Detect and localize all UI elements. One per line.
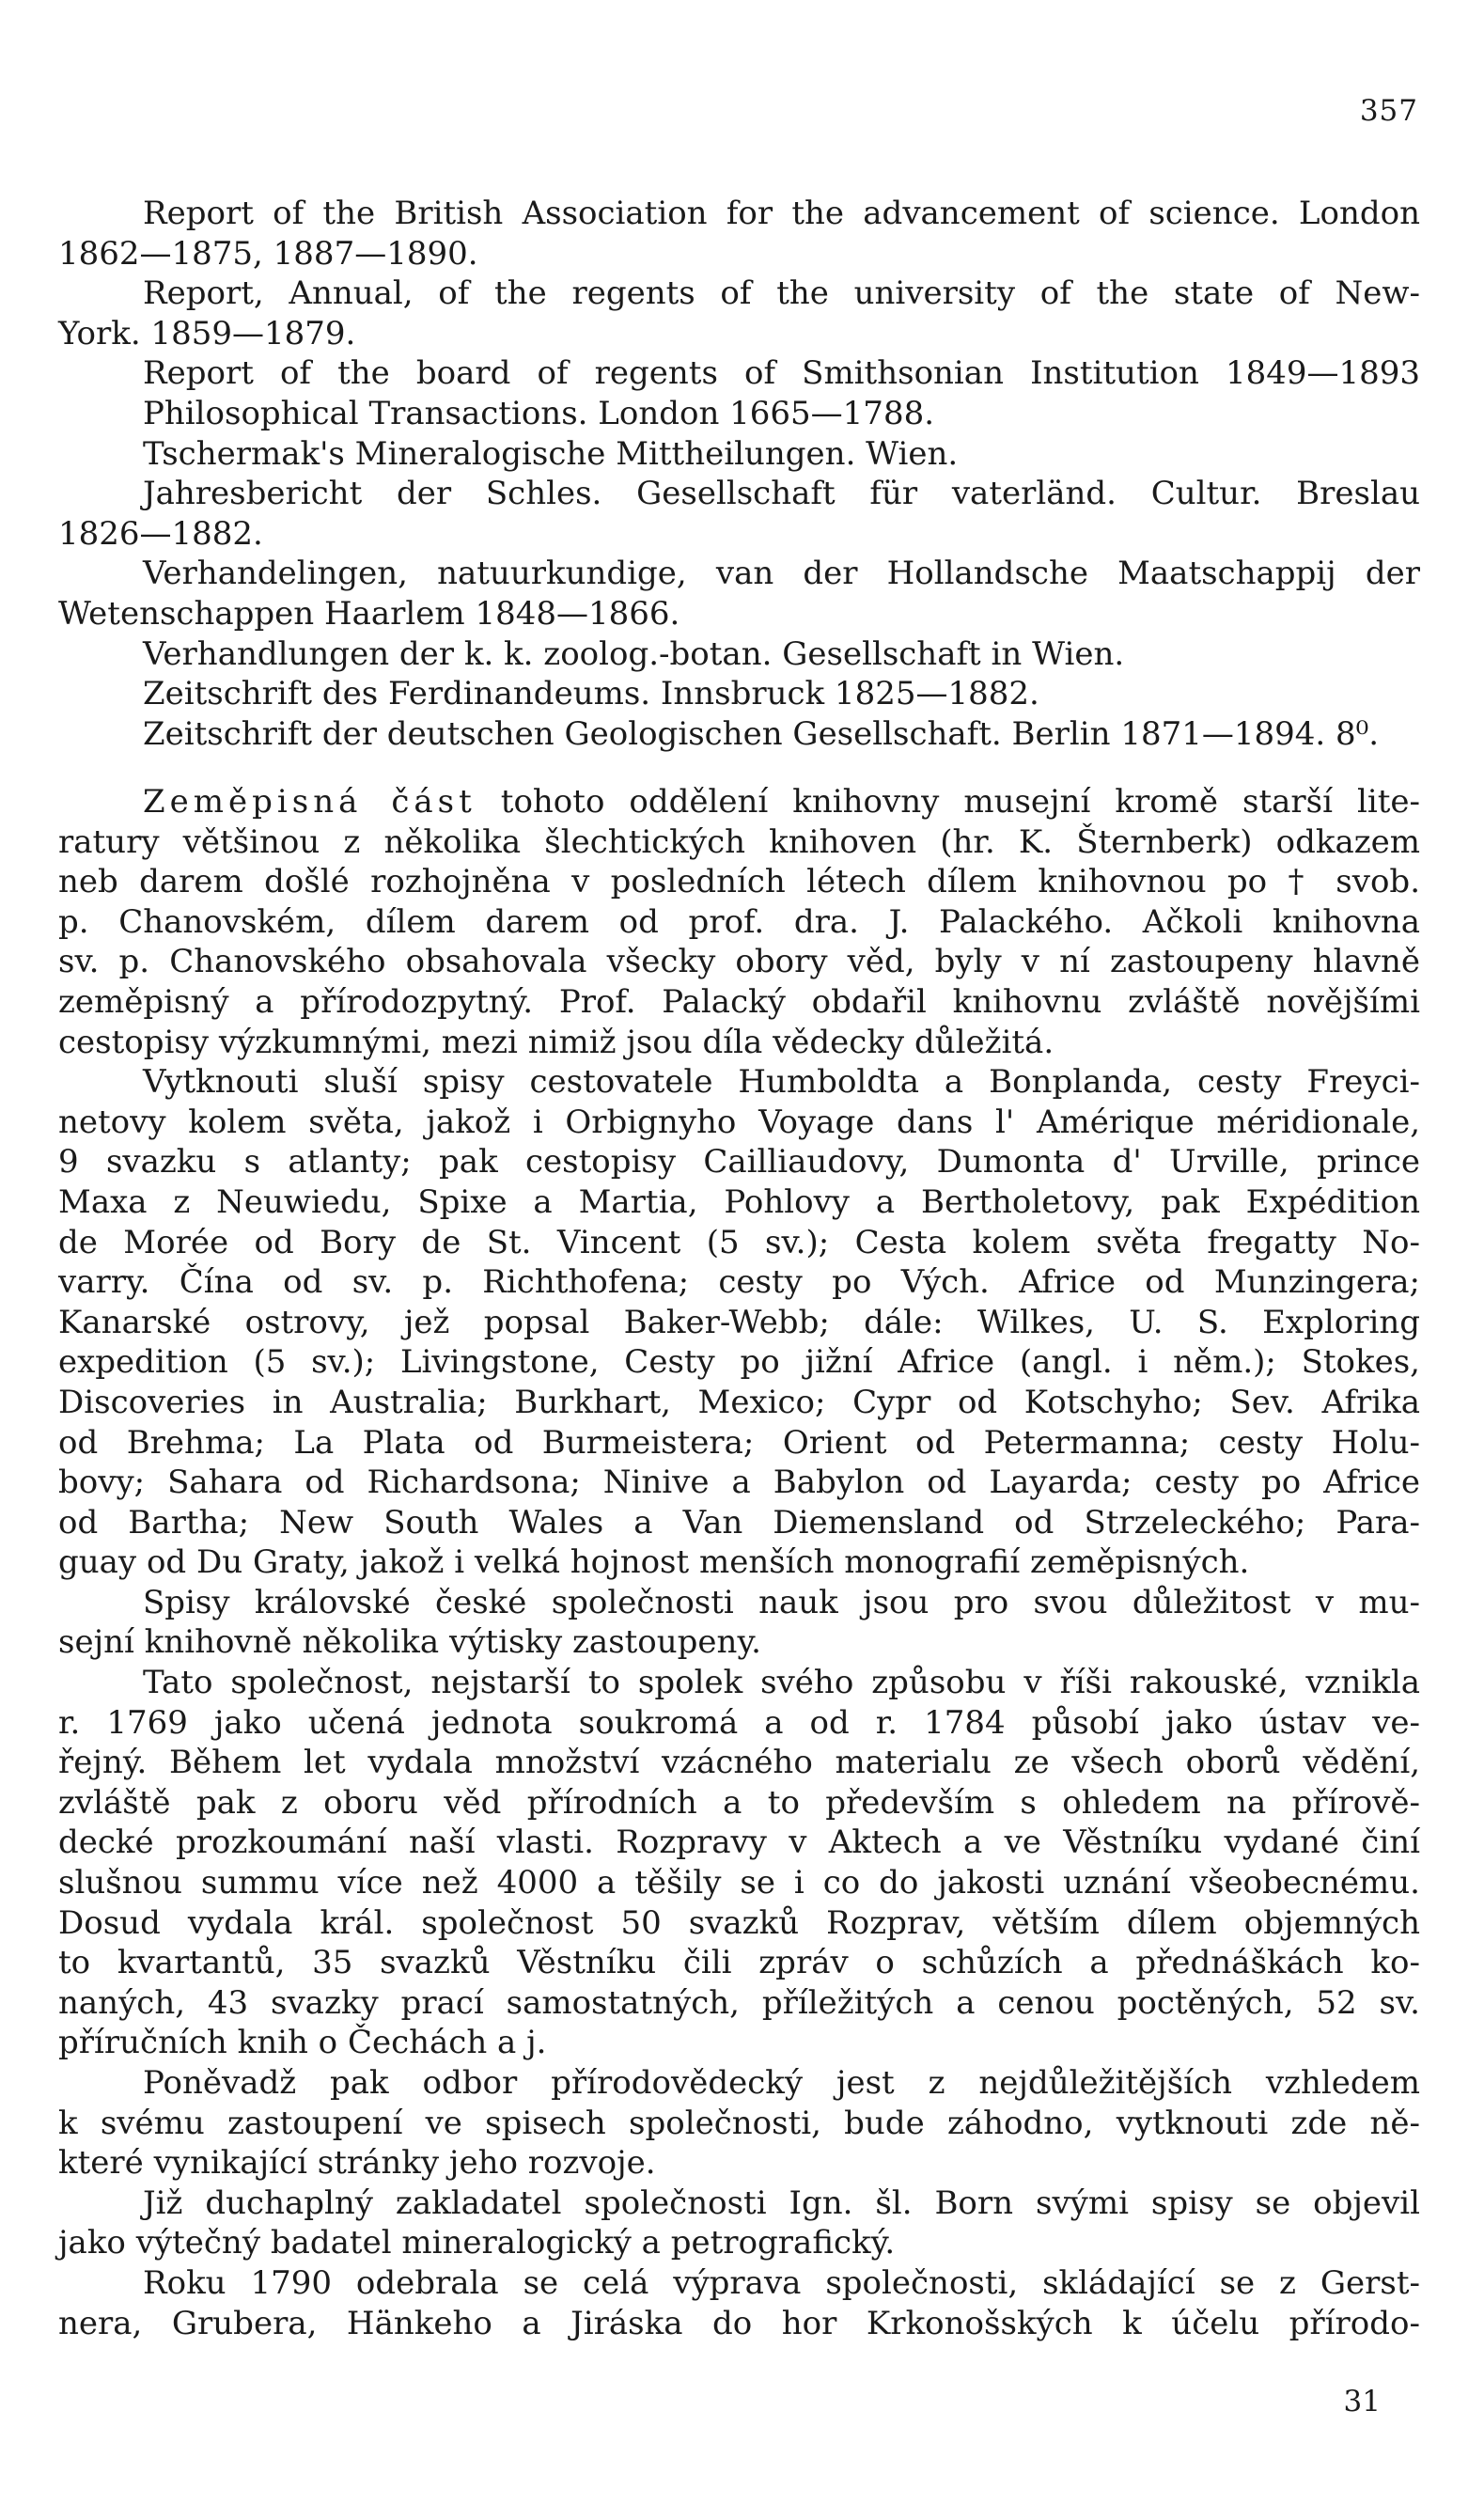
text-line: to kvartantů, 35 svazků Věstníku čili zpráv o schůzích a přednáškách ko- (58, 1944, 1420, 1982)
body-first-line (58, 782, 1420, 822)
text-line: Maxa z Neuwiedu, Spixe a Martia, Pohlovy a Bertholetovy, pak Expédition (58, 1182, 1420, 1221)
sheet-signature: 31 (1343, 2385, 1381, 2418)
text-line: decké prozkoumání naší vlasti. Rozpravy v Aktech a ve Věstníku vydané činí (58, 1823, 1420, 1862)
text-line: Report, Annual, of the regents of the university of the state of New- (143, 274, 1420, 313)
text-line: bovy; Sahara od Richardsona; Ninive a Babylon od Layarda; cesty po Africe (58, 1463, 1420, 1502)
text-line: cestopisy výzkumnými, mezi nimiž jsou díla vědecky důležitá. (58, 1023, 1054, 1061)
section-heading-word: Zeměpisná část (143, 783, 476, 821)
text-line: slušnou summu více než 4000 a těšily se i co do jakosti uznání všeobecnému. (58, 1864, 1420, 1902)
text-line: p. Chanovském, dílem darem od prof. dra. J. Palackého. Ačkoli knihovna (58, 902, 1420, 941)
text-line: Discoveries in Australia; Burkhart, Mexico; Cypr od Kotschyho; Sev. Afrika (58, 1383, 1420, 1421)
text-line: 9 svazku s atlanty; pak cestopisy Cailliaudovy, Dumonta d' Urville, prince (58, 1143, 1420, 1182)
text-line: Wetenschappen Haarlem 1848—1866. (58, 594, 680, 633)
text-line: 1826—1882. (58, 514, 263, 553)
text-line: guay od Du Graty, jakož i velká hojnost menších monografií zeměpisných. (58, 1543, 1250, 1582)
text-line: řejný. Během let vydala množství vzácného materialu ze všech oborů vědění, (58, 1744, 1420, 1782)
text-line: r. 1769 jako učená jednota soukromá a od r. 1784 působí jako ústav ve- (58, 1703, 1420, 1742)
text-line: Verhandelingen, natuurkundige, van der Hollandsche Maatschappij der (143, 555, 1420, 593)
text-line: York. 1859—1879. (58, 314, 356, 352)
text-line: ratury většinou z několika šlechtických knihoven (hr. K. Šternberk) odkazem (58, 822, 1420, 861)
text-line: Spisy královské české společnosti nauk jsou pro svou důležitost v mu- (143, 1583, 1420, 1621)
text-line: Kanarské ostrovy, jež popsal Baker-Webb; dále: Wilkes, U. S. Exploring (58, 1303, 1420, 1341)
text-line: 1862—1875, 1887—1890. (58, 234, 478, 273)
text-line: Jahresbericht der Schles. Gesellschaft für vaterländ. Cultur. Breslau (143, 475, 1420, 513)
text-line: naných, 43 svazky prací samostatných, příležitých a cenou poctěných, 52 sv. (58, 1983, 1420, 2022)
text-line: Report of the British Association for the advancement of science. London (143, 195, 1420, 232)
text-line: nera, Grubera, Hänkeho a Jiráska do hor Krkonošských k účelu přírodo- (58, 2304, 1420, 2342)
text-line: zvláště pak z oboru věd přírodních a to především s ohledem na přírově- (58, 1783, 1420, 1822)
page-number: 357 (1359, 94, 1418, 128)
text-line: Vytknouti sluší spisy cestovatele Humboldta a Bonplanda, cesty Freyci- (143, 1063, 1420, 1102)
text-line: varry. Čína od sv. p. Richthofena; cesty po Vých. Africe od Munzingera; (58, 1263, 1420, 1302)
text-line: od Brehma; La Plata od Burmeistera; Orient od Petermanna; cesty Holu- (58, 1423, 1420, 1462)
text-line: Zeitschrift der deutschen Geologischen Gesellschaft. Berlin 1871—1894. 8⁰. (143, 714, 1380, 753)
text-line: Zeitschrift des Ferdinandeums. Innsbruck 1825—1882. (143, 675, 1039, 713)
text-line: zeměpisný a přírodozpytný. Prof. Palacký obdařil knihovnu zvláště novějšími (58, 982, 1420, 1021)
text-line: neb darem došlé rozhojněna v posledních létech dílem knihovnou po † svob. (58, 863, 1420, 901)
text-line: Roku 1790 odebrala se celá výprava společnosti, skládající se z Gerst- (143, 2263, 1420, 2302)
body-text (58, 782, 1420, 2343)
text-line: Tato společnost, nejstarší to spolek svého způsobu v říši rakouské, vznikla (143, 1664, 1420, 1702)
text-line: od Bartha; New South Wales a Van Diemensland od Strzeleckého; Para- (58, 1503, 1420, 1542)
text-line: Tschermak's Mineralogische Mittheilungen. Wien. (143, 434, 959, 473)
text-line: expedition (5 sv.); Livingstone, Cesty po jižní Africe (angl. i něm.); Stokes, (58, 1343, 1420, 1382)
text-line: Philosophical Transactions. London 1665—1788. (143, 394, 935, 432)
text-line: Report of the board of regents of Smithsonian Institution 1849—1893 (143, 354, 1420, 393)
text-line: Verhandlungen der k. k. zoolog.-botan. Gesellschaft in Wien. (143, 634, 1125, 673)
bibliography-list (58, 194, 1420, 754)
text-line: netovy kolem světa, jakož i Orbignyho Voyage dans l' Amérique méridionale, (58, 1103, 1420, 1141)
text-line: Již duchaplný zakladatel společnosti Ign. šl. Born svými spisy se objevil (143, 2183, 1420, 2222)
text-line: příručních knih o Čechách a j. (58, 2024, 547, 2062)
text-line: de Morée od Bory de St. Vincent (5 sv.); Cesta kolem světa fregatty No- (58, 1223, 1420, 1261)
text-line: sejní knihovně několika výtisky zastoupeny. (58, 1623, 761, 1662)
text-line: Poněvadž pak odbor přírodovědecký jest z nejdůležitějších vzhledem (143, 2064, 1420, 2102)
text-line: jako výtečný badatel mineralogický a petrografický. (58, 2224, 896, 2262)
text-line: Dosud vydala král. společnost 50 svazků Rozprav, větším dílem objemných (58, 1903, 1420, 1942)
text-line: sv. p. Chanovského obsahovala všecky obory věd, byly v ní zastoupeny hlavně (58, 943, 1420, 981)
text-line: k svému zastoupení ve spisech společnosti, bude záhodno, vytknouti zde ně- (58, 2104, 1420, 2142)
text-line: které vynikající stránky jeho rozvoje. (58, 2144, 656, 2183)
first-line-rest: tohoto oddělení knihovny musejní kromě starší lite- (476, 783, 1420, 821)
